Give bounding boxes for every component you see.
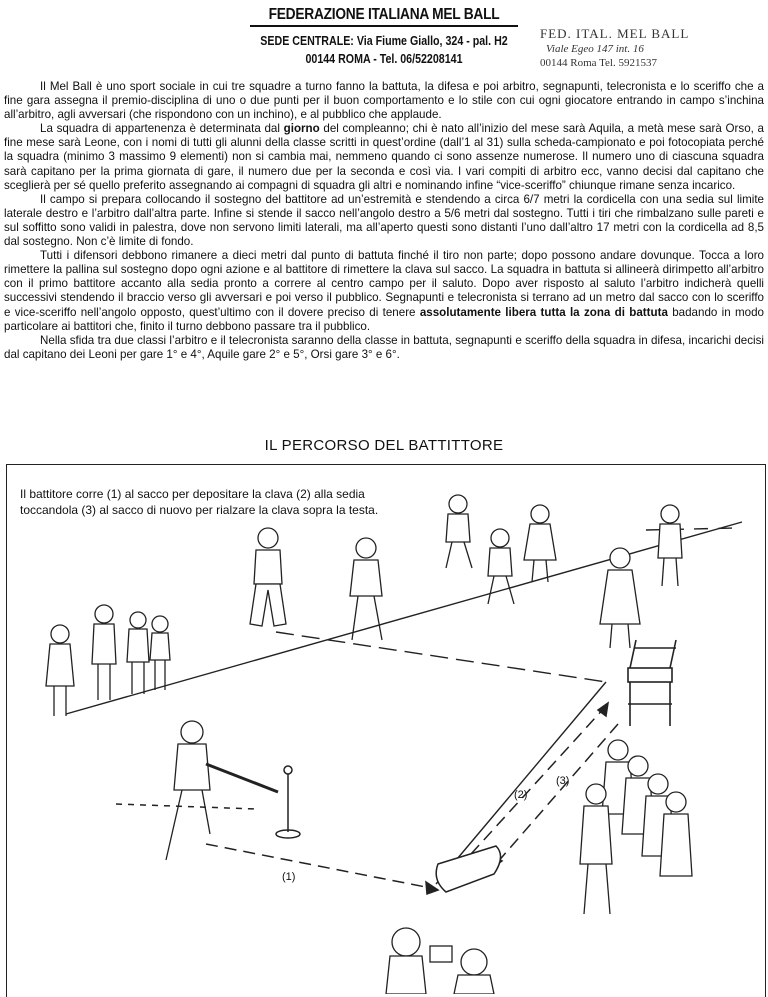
batting-stand <box>276 766 300 838</box>
batter-figure <box>166 721 278 860</box>
paragraph-intro: Il Mel Ball è uno sport sociale in cui tre squadre a turno fanno la battuta, la difesa e poi arbitro, segnapunti, telecronista e lo sceriffo che a fine gara assegna il premio-disciplina di uno o due punti per il buon comportamento e lo stile con cui ogni giocatore entrando in campo s’inchina all’arbitro, agli avversari (che rispondono con un inchino), e al pubblico che applaude. <box>4 80 764 122</box>
defender-figures <box>350 495 682 648</box>
path-label-3: (3) <box>556 775 570 787</box>
illustration-caption: Il battitore corre (1) al sacco per depositare la clava (2) alla sedia toccandola (3) al sacco di nuovo per rialzare la clava sopra la testa. <box>20 487 379 517</box>
paragraph-teams-b: del compleanno; chi è nato all’inizio del mese sarà Aquila, a metà mese sarà Orso, a fine mese sarà Leone, con i nomi di tutti gli alunni della classe scritti in quest’ordine (dall’1 al 31) sulla scheda-campionato e poi fotocopiata perché la squadra (minimo 3 massimo 9 elementi) non si cambia mai, nemmeno quando ci sono assenze numerose. Il numero uno di ciascuna squadra sarà capitano per la prima giornata di gare, il numero due per la seconda e così via. I vari compiti di arbitro ecc, vanno decisi dal capitano che sceglierà per sé quello preferito assegnando ai compagni di squadra gli altri e nominando infine “vice-sceriffo” chiunque rimane senza incarico. <box>4 122 764 192</box>
headquarters-phone: 00144 ROMA - Tel. 06/52208141 <box>305 51 463 66</box>
megaphone-icon <box>430 946 452 962</box>
paragraph-teams-bold: giorno <box>283 122 320 136</box>
referee-figure <box>250 528 286 626</box>
paragraph-teams <box>4 122 764 192</box>
batting-team-queue <box>580 740 692 914</box>
stamp-line-3: 00144 Roma Tel. 5921537 <box>540 57 657 69</box>
address-stamp <box>540 26 760 70</box>
paragraph-defenders-bold: assolutamente libera tutta la zona di battuta <box>419 305 668 319</box>
path-label-2: (2) <box>514 789 528 801</box>
rules-text <box>4 80 764 362</box>
back-boundary-line <box>66 522 742 714</box>
headquarters-address: SEDE CENTRALE: Via Fiume Giallo, 324 - pal. H2 <box>260 33 508 48</box>
swing-trail <box>116 804 256 809</box>
letterhead <box>228 6 540 68</box>
chair <box>628 640 676 726</box>
spectator-group-left <box>46 605 170 716</box>
path-label-1: (1) <box>282 871 296 883</box>
figures <box>46 495 692 994</box>
path-1-arrow <box>206 844 436 889</box>
paragraph-teams-a: La squadra di appartenenza è determinata dal <box>40 122 284 136</box>
cord-line <box>276 632 606 682</box>
section-title: IL PERCORSO DEL BATTITTORE <box>264 437 504 454</box>
paragraph-challenge: Nella sfida tra due classi l’arbitro e il telecronista saranno della classe in battuta, segnapunti e sceriffo della squadra in difesa, incarichi decisi dal capitano dei Leoni per gare 1° e 4°, Aquile gare 2° e 5°, Orsi gare 3° e 6°. <box>4 333 764 361</box>
stamp-line-2: Viale Egeo 147 int. 16 <box>546 43 644 55</box>
stamp-line-1: FED. ITAL. MEL BALL <box>540 26 690 41</box>
paragraph-defenders-b: badando in modo particolare ai battitori che, finito il turno debbono passare tra il pubblico. <box>4 305 764 333</box>
header-rule <box>250 25 518 27</box>
path-2-arrowhead <box>598 703 608 716</box>
paragraph-defenders <box>4 249 764 334</box>
paragraph-defenders-a: Tutti i difensori debbono rimanere a dieci metri dal punto di battuta finché il tiro non parte; dopo possono andare dovunque. Tocca a loro rimettere la pallina sul sostegno dopo ogni azione e al battitore di rimettere la clava sul sacco. La squadra in battuta si allineerà dirimpetto all’arbitro con il primo battitore accanto alla sedia pronto a correre al centro campo per il saluto. Dopo aver risposto al saluto l’arbitro indicherà quelli successivi stendendo il braccio verso gli avversari e poi verso il pubblico. Segnapunti e telecronista si terrano ad un metro dal sacco con lo sceriffo e vice-sceriffo nell’angolo opposto, quest’ultimo con il dovere preciso di tenere <box>4 249 764 319</box>
spectator-group-bottom <box>386 928 494 994</box>
sack <box>436 846 500 892</box>
organization-name: FEDERAZIONE ITALIANA MEL BALL <box>268 6 500 23</box>
paragraph-field: Il campo si prepara collocando il sostegno del battitore ad un’estremità e stendendo a circa 6/7 metri la cordicella con una sedia sul limite laterale destro e l’arbitro dall’altra parte. Infine si stende il sacco nell’angolo destro a 5/6 metri dal sostegno. Tutti i tiri che rimbalzano sulle pareti e sul soffitto sono validi in palestra, dove non servono limiti laterali, ma all’aperto questi sono distanti l’uno dall’altro 17 metri con la cordicella ad 8,5 dal sostegno. Non c’è limite di fondo. <box>4 192 764 249</box>
field-illustration <box>6 464 764 994</box>
